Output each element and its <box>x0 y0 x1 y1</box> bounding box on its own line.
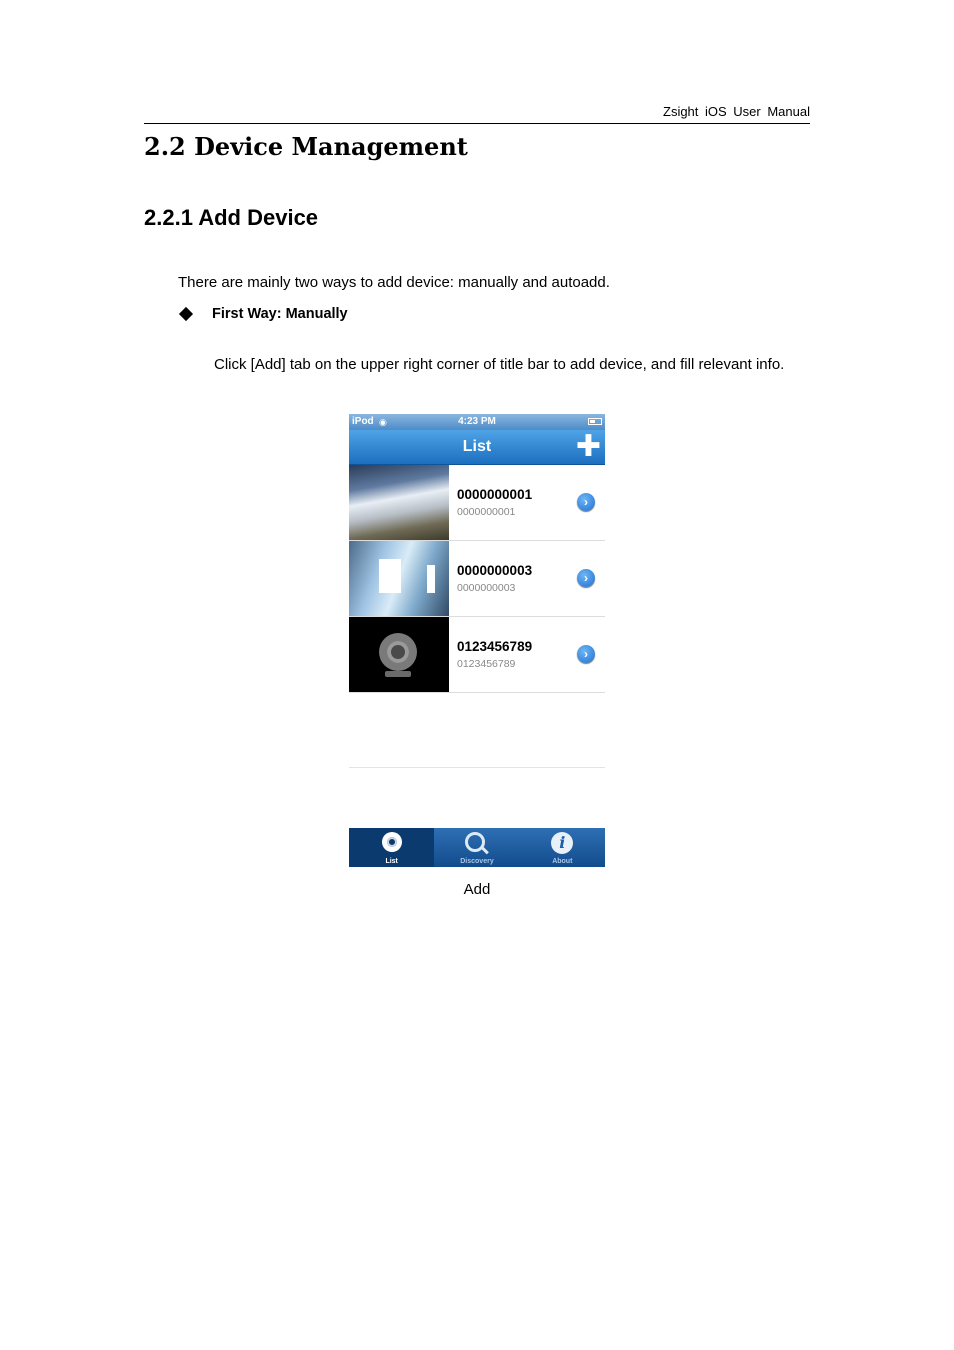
tab-label: List <box>385 858 398 865</box>
webcam-icon <box>382 832 402 852</box>
device-row[interactable] <box>349 541 605 617</box>
carrier-label: iPod <box>352 416 374 427</box>
device-row[interactable] <box>349 617 605 693</box>
device-row[interactable] <box>349 465 605 541</box>
search-icon <box>465 832 485 852</box>
subsection-heading: 2.2.1 Add Device <box>144 205 319 230</box>
info-icon: i <box>551 832 573 854</box>
device-thumbnail <box>349 541 449 616</box>
header-rule <box>144 123 810 124</box>
diamond-bullet-icon <box>179 307 193 321</box>
chevron-right-icon[interactable]: › <box>577 493 595 511</box>
device-id: 0000000001 <box>457 506 516 518</box>
status-time: 4:23 PM <box>458 416 496 427</box>
webcam-placeholder-icon <box>379 633 417 671</box>
tab-about[interactable] <box>520 828 605 867</box>
nav-bar <box>349 430 605 465</box>
tab-list[interactable] <box>349 828 434 867</box>
intro-paragraph: There are mainly two ways to add device: manually and autoadd. <box>178 274 610 291</box>
chevron-right-icon[interactable]: › <box>577 645 595 663</box>
battery-icon <box>588 418 602 425</box>
device-id: 0000000003 <box>457 582 516 594</box>
instruction-paragraph: Click [Add] tab on the upper right corner of title bar to add device, and fill relevant info. <box>214 356 785 373</box>
tab-discovery[interactable] <box>434 828 519 867</box>
list-divider <box>349 767 605 768</box>
bullet-item <box>178 306 348 322</box>
tab-bar <box>349 828 605 867</box>
section-heading: 2.2 Device Management <box>144 132 468 161</box>
phone-screenshot <box>349 414 605 867</box>
figure-caption: Add <box>463 881 491 898</box>
page-header: Zsight iOS User Manual <box>663 104 810 119</box>
device-id: 0123456789 <box>457 658 516 670</box>
bullet-label: First Way: Manually <box>212 306 348 322</box>
device-thumbnail <box>349 617 449 692</box>
nav-title: List <box>462 438 492 455</box>
wifi-icon: ◉ <box>379 417 387 427</box>
tab-label: About <box>552 858 573 865</box>
device-name: 0123456789 <box>457 639 533 654</box>
tab-label: Discovery <box>460 858 494 865</box>
chevron-right-icon[interactable]: › <box>577 569 595 587</box>
device-name: 0000000001 <box>457 487 533 502</box>
device-thumbnail <box>349 465 449 540</box>
status-bar <box>349 414 605 430</box>
device-name: 0000000003 <box>457 563 533 578</box>
add-device-button[interactable]: ✚ <box>575 430 601 463</box>
